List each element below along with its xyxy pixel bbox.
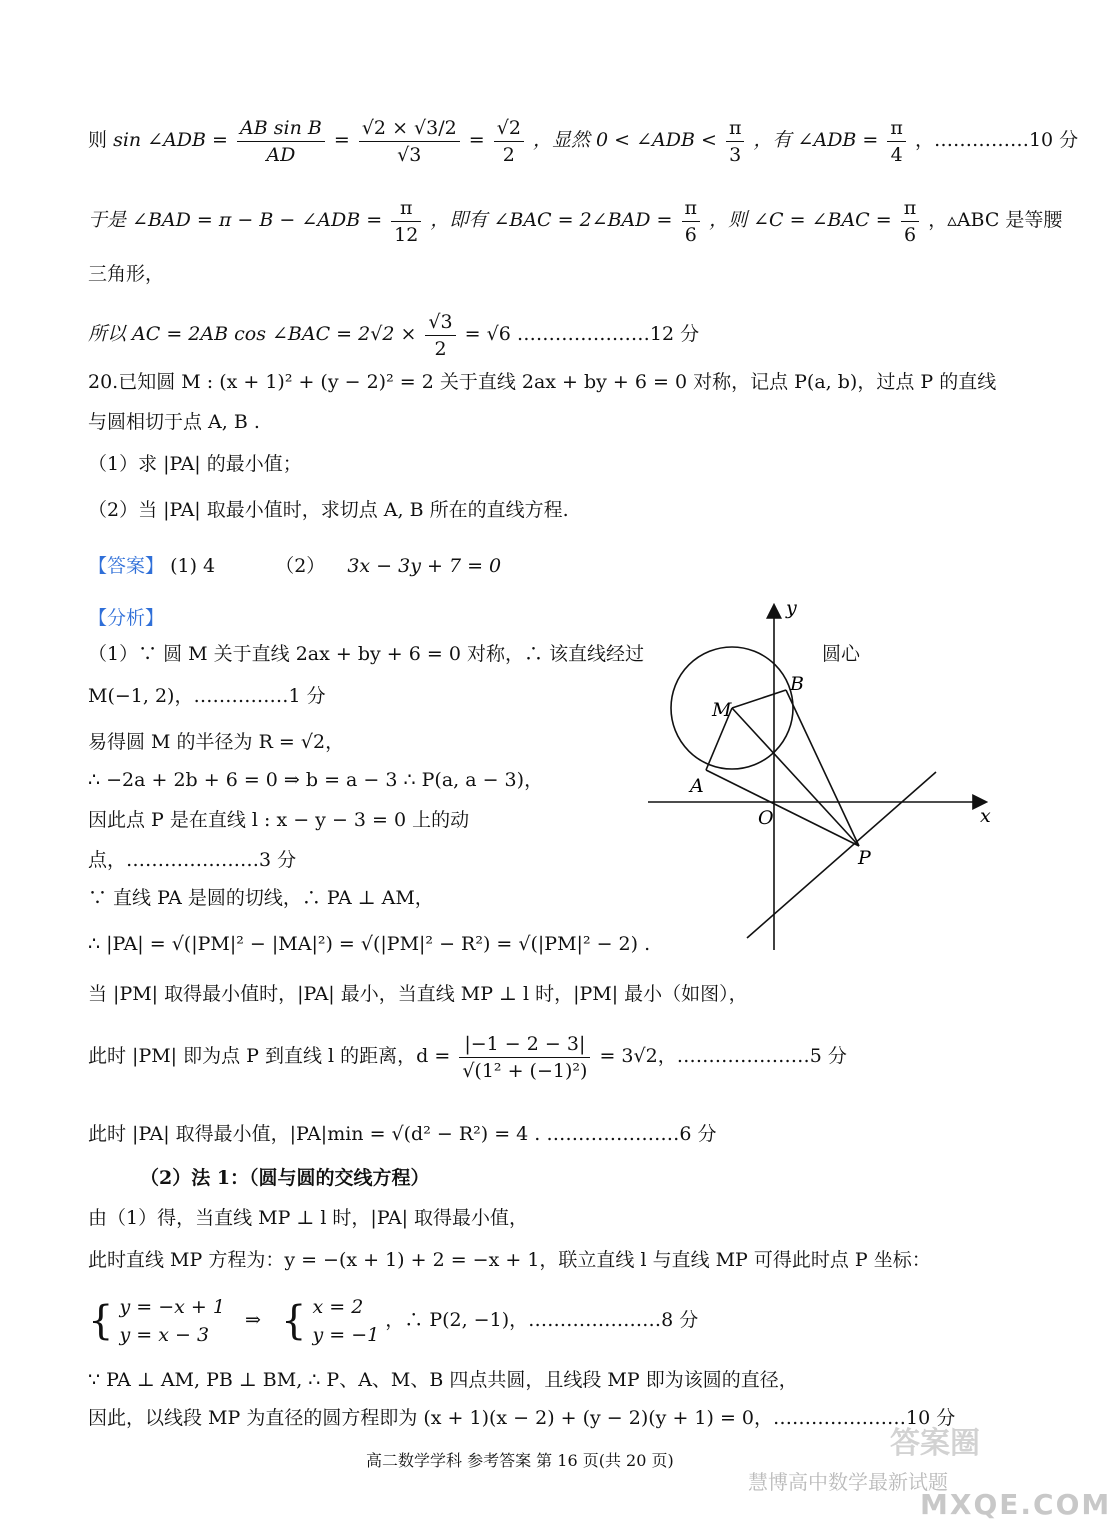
analysis-line-6: 点，…………………3 分	[88, 849, 297, 871]
segment-pb	[786, 690, 859, 846]
fraction: $\frac{\pi}{6}$	[901, 195, 920, 248]
label-m: M	[712, 699, 732, 721]
fraction: $\frac{\pi}{3}$	[726, 115, 745, 168]
analysis-line-1: （1）∵ 圆 M 关于直线 2ax + by + 6 = 0 对称，∴ 该直线经过	[88, 643, 644, 665]
fraction: $\frac{√2 \times √3/2}{√3}$	[359, 115, 460, 168]
part2-system: { y = −x + 1 y = x − 3 ⇒ { x = 2 y = −1 ，∴ P(2, −1)，…………………8 分	[88, 1296, 699, 1346]
part2-title: （2）法 1：（圆与圆的交线方程）	[140, 1167, 430, 1189]
problem-statement-2: 与圆相切于点 A, B .	[88, 411, 260, 433]
analysis-line-3: 易得圆 M 的半径为 R = √2，	[88, 731, 345, 753]
part2-line-4: ∵ PA ⊥ AM, PB ⊥ BM, ∴ P、A、M、B 四点共圆，且线段 MP 即为该圆的直径，	[88, 1369, 798, 1391]
analysis-line-10: 此时 |PM| 即为点 P 到直线 l 的距离，d = $\frac{|-1 - 2 - 3|}{\text{√(1² + (−1)²)}}$ = 3√2，…………………5 分	[88, 1032, 847, 1082]
answer-part2: 3x − 3y + 7 = 0	[347, 555, 502, 577]
top-line-4: 所以 AC = 2AB cos ∠BAC = 2√2 × $\frac{√3}{2}$ = √6 …………………12 分	[88, 310, 700, 360]
part2-line-2: 此时直线 MP 方程为：y = −(x + 1) + 2 = −x + 1，联立直线 l 与直线 MP 可得此时点 P 坐标：	[88, 1249, 931, 1271]
analysis-line-7: ∵ 直线 PA 是圆的切线，∴ PA ⊥ AM，	[88, 887, 434, 909]
label-x: x	[980, 805, 991, 827]
top-line-2: 于是 ∠BAD = π − B − ∠ADB = $\frac{\pi}{12}$ ，即有 ∠BAC = 2∠BAD = $\frac{\pi}{6}$ ，则 ∠C = ∠BAC = $\frac{\pi}{6}$ ，▵ABC 是等腰	[88, 196, 1063, 246]
fraction: $\frac{√2}{2}$	[494, 115, 524, 168]
segment-pa	[706, 770, 859, 846]
label-a: A	[690, 775, 704, 797]
top-line-3: 三角形，	[88, 263, 165, 285]
problem-question-2: （2）当 |PA| 取最小值时，求切点 A, B 所在的直线方程.	[88, 499, 569, 521]
analysis-line-5: 因此点 P 是在直线 l : x − y − 3 = 0 上的动	[88, 809, 470, 831]
analysis-line-2: M(−1, 2)，……………1 分	[88, 685, 326, 707]
analysis-line-4: ∴ −2a + 2b + 6 = 0 ⇒ b = a − 3 ∴ P(a, a − 3)，	[88, 769, 544, 791]
fraction: $\frac{|-1 - 2 - 3|}{\text{√(1² + (−1)²)}}$	[459, 1031, 590, 1084]
line-l	[747, 772, 936, 938]
answer-line	[88, 552, 501, 580]
label-b: B	[790, 673, 804, 695]
analysis-line-11: 此时 |PA| 取得最小值，|PA|min = √(d² − R²) = 4 . …………………6 分	[88, 1123, 717, 1145]
segment-mb	[732, 690, 786, 708]
fraction: $\frac{\pi}{12}$	[391, 195, 421, 248]
fraction: $\frac{\pi}{6}$	[682, 195, 701, 248]
answer-part1: (1) 4	[170, 555, 216, 577]
problem-statement-1: 20.已知圆 M : (x + 1)² + (y − 2)² = 2 关于直线 2ax + by + 6 = 0 对称，记点 P(a, b)，过点 P 的直线	[88, 371, 997, 393]
watermark-text: 慧博高中数学最新试题	[748, 1470, 948, 1494]
answer-part2-label: （2）	[275, 555, 326, 577]
watermark-logo: 答案圈	[890, 1426, 980, 1461]
analysis-line-9: 当 |PM| 取得最小值时，|PA| 最小，当直线 MP ⊥ l 时，|PM| 最小（如图），	[88, 983, 748, 1005]
part2-line-5: 因此，以线段 MP 为直径的圆方程即为 (x + 1)(x − 2) + (y − 2)(y + 1) = 0，…………………10 分	[88, 1407, 956, 1429]
label-y: y	[786, 597, 797, 619]
top-line-1: 则 sin ∠ADB = $\frac{\text{AB sin B}}{AD}$ = $\frac{√2 \times √3/2}{√3}$ = $\frac{√2}{2}$ ，显然 0 < ∠ADB < $\frac{\pi}{3}$ ，有 ∠ADB = $\frac{\pi}{4}$ ，……………10 分	[88, 116, 1079, 166]
segment-mp	[732, 708, 859, 846]
analysis-tag: 【分析】	[88, 607, 165, 629]
answer-tag: 【答案】	[88, 555, 165, 577]
analysis-line-1-tail: 圆心	[822, 643, 861, 665]
fraction: $\frac{\pi}{4}$	[887, 115, 906, 168]
geometry-figure	[640, 598, 1000, 958]
problem-question-1: （1）求 |PA| 的最小值；	[88, 453, 302, 475]
fraction: $\frac{√3}{2}$	[425, 309, 455, 362]
page-footer: 高二数学学科 参考答案 第 16 页(共 20 页)	[366, 1451, 674, 1470]
label-o: O	[758, 807, 774, 829]
watermark-site: MXQE.COM	[920, 1488, 1111, 1521]
label-p: P	[858, 847, 871, 869]
fraction: $\frac{\text{AB sin B}}{AD}$	[237, 115, 325, 168]
part2-line-1: 由（1）得，当直线 MP ⊥ l 时，|PA| 取得最小值，	[88, 1207, 529, 1229]
analysis-line-8: ∴ |PA| = √(|PM|² − |MA|²) = √(|PM|² − R²) = √(|PM|² − 2) .	[88, 933, 651, 955]
